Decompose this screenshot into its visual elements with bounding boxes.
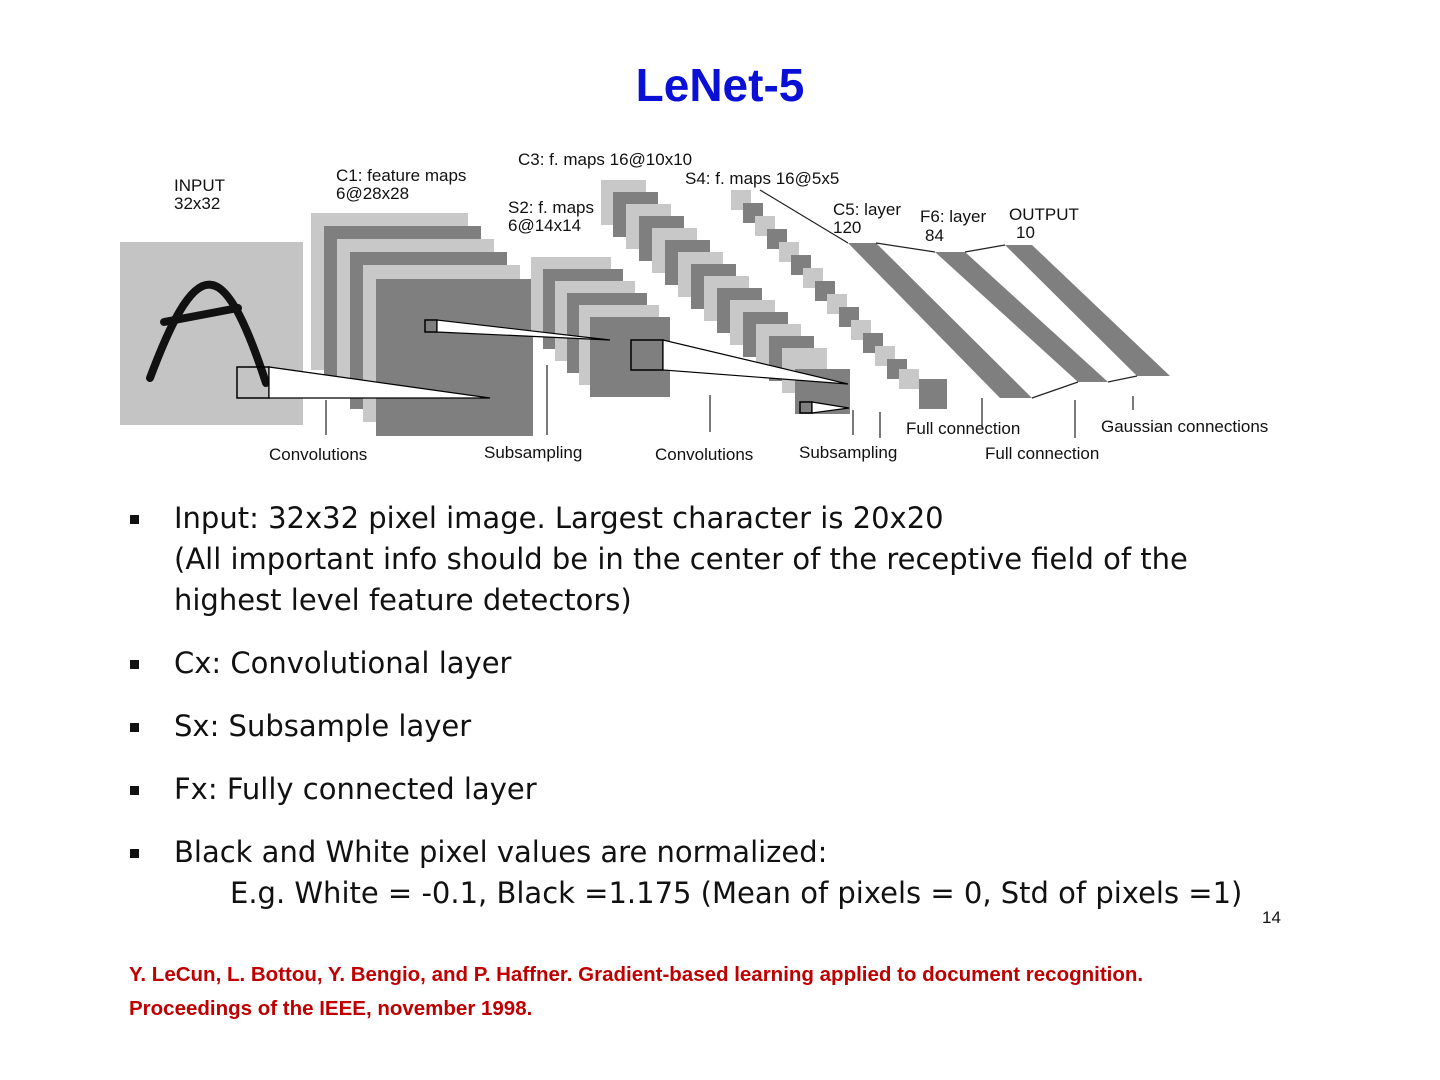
input-size-label: 32x32: [174, 194, 221, 213]
full-connection-1-label: Full connection: [906, 419, 1021, 438]
bullet-input-line2: (All important info should be in the center of the receptive field of the: [174, 542, 1188, 576]
input-label: INPUT: [174, 176, 225, 195]
c1-label: C1: feature maps: [336, 166, 467, 185]
output-size-label: 10: [1016, 223, 1035, 242]
s2-size-label: 6@14x14: [508, 216, 582, 235]
c1-size-label: 6@28x28: [336, 184, 410, 203]
output-label: OUTPUT: [1009, 205, 1079, 224]
full-connection-2-label: Full connection: [985, 444, 1100, 463]
gaussian-connections-label: Gaussian connections: [1101, 417, 1269, 436]
bullet-cx: Cx: Convolutional layer: [128, 643, 1368, 684]
f6-label: F6: layer: [920, 207, 987, 226]
bullet-input-line3: highest level feature detectors): [174, 583, 632, 617]
bullet-fx: Fx: Fully connected layer: [128, 769, 1368, 810]
page-number: 14: [1262, 908, 1281, 927]
s2-label: S2: f. maps: [508, 198, 594, 217]
conv2-label: Convolutions: [655, 445, 754, 464]
c1-feature-maps-stack: [311, 213, 533, 436]
bullet-normalization-line1: Black and White pixel values are normalized:: [174, 835, 828, 869]
c5-layer-band: [848, 243, 1032, 398]
bullet-normalization: [128, 832, 1368, 914]
bullet-normalization-line2: E.g. White = -0.1, Black =1.175 (Mean of pixels = 0, Std of pixels =1): [230, 876, 1243, 910]
c5-size-label: 120: [833, 218, 862, 237]
lenet5-architecture-diagram: [0, 0, 1440, 480]
sub2-label: Subsampling: [799, 443, 898, 462]
citation-line1: Y. LeCun, L. Bottou, Y. Bengio, and P. Haffner. Gradient-based learning applied to document recognition.: [129, 963, 1144, 986]
slide-title: LeNet-5: [635, 59, 805, 111]
f6-size-label: 84: [925, 226, 944, 245]
citation: [129, 958, 1389, 1026]
c3-label: C3: f. maps 16@10x10: [518, 150, 693, 169]
bullet-input-line1: Input: 32x32 pixel image. Largest character is 20x20: [174, 501, 944, 535]
bullet-list: [128, 498, 1368, 914]
conv1-label: Convolutions: [269, 445, 368, 464]
sub1-label: Subsampling: [484, 443, 583, 462]
citation-line2: Proceedings of the IEEE, november 1998.: [129, 997, 533, 1020]
s2-feature-maps-stack: [531, 257, 670, 397]
bullet-sx: Sx: Subsample layer: [128, 706, 1368, 747]
output-layer-band: [1005, 245, 1170, 376]
c5-label: C5: layer: [833, 200, 902, 219]
s4-label: S4: f. maps 16@5x5: [685, 169, 840, 188]
bullet-input: [128, 498, 1368, 621]
